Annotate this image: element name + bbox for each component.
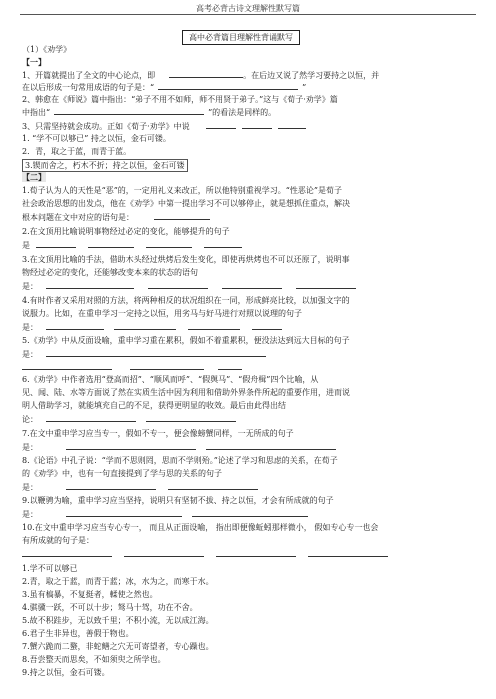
p2-q10-l3: [22, 548, 478, 560]
p2-q10-l1: 10.在文中重申学习应当专心专一， 而且从正面设喻， 指出即便像蚯蚓那样微小， 假如专心专一也会: [22, 523, 379, 532]
p2-q9-l1: 9.以鞭骋为喻，重申学习应当坚持，说明只有坚韧不拔、持之以恒，才会有所成就的句子: [22, 496, 334, 505]
p2-q1-l2: 社会政治思想的出发点，他在《劝学》中第一提出学习不可以够停止，就是想抓住重点，解决: [22, 199, 350, 208]
p2-q5-l3: [22, 361, 478, 373]
q2-line1: 2、韩愈在《师说》篇中指出：“弟子不用不如师，师不用贤于弟子。”这与《荀子·劝学》篇: [22, 95, 338, 104]
answer-2-3: 3.虽有槁暴，不复挺者，輮使之然也。: [22, 590, 158, 599]
q1-line1: 1、开篇就提出了全文的中心论点，即 。在后边又说了然学习要持之以恒，并: [22, 71, 380, 80]
p2-q8-l1: 8.《论语》中孔子说：“学而不思则罔，思而不学则殆。”论述了学习和思虑的关系，在荀子: [22, 456, 338, 465]
q1-line2: 在以后形成一句常用成语的句子是：“ ”: [22, 83, 307, 92]
p2-q6-l4: 论：: [22, 413, 478, 425]
lesson-title: （1）《劝学》: [22, 45, 72, 54]
answer-2-7: 7.蟹六跪而二螯，非蛇鳝之穴无可寄望者，专心躁也。: [22, 642, 214, 651]
p2-q4-l3: 是：: [22, 321, 478, 333]
p2-q8-l3: 是：: [22, 481, 478, 493]
p2-q1-l3: 根本问题在文中对应的语句是：: [22, 211, 478, 223]
p2-q9-l2: 是：: [22, 508, 478, 520]
answer-2-6: 6.君子生非异也，善假于物也。: [22, 629, 134, 638]
header-rule: [20, 14, 476, 15]
answer-2-2: 2.青，取之于蓝，而青于蓝；冰，水为之，而寒于水。: [22, 577, 214, 586]
p2-q3-l3: 是：: [22, 280, 478, 292]
p2-q10-l2: 有所成就的句子是：: [22, 536, 94, 545]
answer-2-8: 8.吾尝整天而思矣，不如须臾之所学也。: [22, 655, 166, 664]
p2-q2-l2: 是: [22, 239, 478, 251]
answer-1-3: 3.锲而舍之，朽木不折；持之以恒，金石可镂: [22, 159, 478, 172]
answer-2-1: 1.学不可以够已: [22, 564, 78, 573]
answer-2-9: 9.持之以恒，金石可镂。: [22, 668, 110, 677]
p2-q7-l2: 是：: [22, 441, 478, 453]
p2-q4-l1: 4.有时作者又采用对照的方法，将两种相反的状况组织在一同，形成鲜亮比较，以加强文字的: [22, 296, 350, 305]
p2-q8-l2: 的《劝学》中，也有一句直接提到了学与思的关系的句子: [22, 469, 222, 478]
section-tag-1: 【一】: [22, 57, 46, 67]
answer-1-2: 2．青，取之于蓝，而青于蓝。: [22, 147, 132, 156]
p2-q4-l2: 说服力。比如，在重申学习一定持之以恒，用劣马与好马进行对照以说理的句子: [22, 309, 302, 318]
q2-line2: 中指出“ ”的看法是同样的。: [22, 108, 277, 117]
boxed-title: 高中必背篇目理解性背诵默写: [182, 30, 300, 45]
p2-q2-l1: 2.在文顶用比喻说明事物经过必定的变化，能够提升的句子: [22, 227, 230, 236]
p2-q5-l2: 是：: [22, 348, 478, 360]
document-header: 高考必背古诗文理解性默写篇: [196, 4, 300, 13]
section-tag-2: 【二】: [22, 172, 46, 182]
p2-q1-l1: 1.荀子认为人的天性是“恶”的，一定用礼义来改正，所以他特别重视学习。“性恶论”是荀子: [22, 186, 342, 195]
p2-q6-l1: 6.《劝学》中作者选用“登高而招”、“顺风而呼”、“假舆马”、“假舟楫”四个比喻，从: [22, 375, 319, 384]
p2-q6-l3: 明人借助学习，就能填充自己的不足，获得更明显的收效。最后由此得出结: [22, 401, 286, 410]
p2-q3-l1: 3.在文顶用比喻的手法，借助木头经过烘烤后发生变化，即使再烘烤也不可以还原了，说明事: [22, 255, 350, 264]
p2-q7-l1: 7.在文中重申学习应当专一，假如不专一，便会像螃蟹同样，一无所成的句子: [22, 429, 294, 438]
q3-line: 3、只需坚持就会成功。正如《荀子·劝学》中说: [22, 120, 478, 132]
answer-1-1: 1. “学不可以够已” 持之以恒，金石可镂。: [22, 134, 171, 143]
p2-q6-l2: 见、闻、陆、水等方面说了然在实质生活中因为利用和借助外界条件所起的重要作用，进而说: [22, 388, 350, 397]
answer-2-4: 4.骐骥一跃，不可以十步；驽马十驾，功在不舍。: [22, 603, 198, 612]
p2-q3-l2: 物经过必定的变化，还能够改变本来的状态的语句: [22, 268, 198, 277]
p2-q5-l1: 5.《劝学》中从反面设喻，重申学习重在累积，假如不着重累积，便没法达到远大目标的句子: [22, 336, 350, 345]
answer-2-5: 5.故不积跬步，无以致千里；不积小流，无以成江海。: [22, 616, 214, 625]
